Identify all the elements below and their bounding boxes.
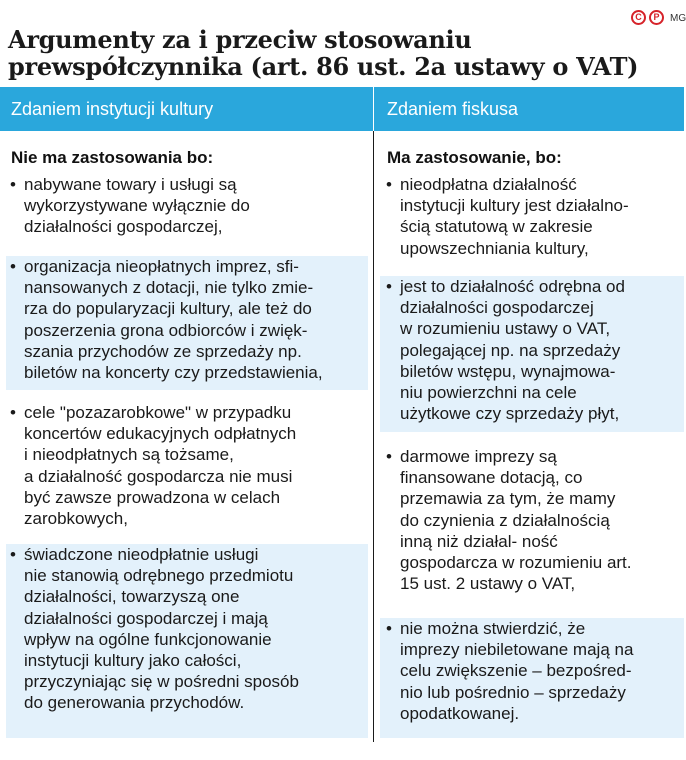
left-item: • świadczone nieodpłatnie usługi nie stanowią odrębnego przedmiotu działalności, towarzyszą one działalności gospodarczej i mają wpływ na ogólne funkcjonowanie instytucji kultury jako całości, przyczyniając się w pośredni sposób do generowania przychodów.	[6, 544, 368, 738]
source-label: MG	[670, 13, 686, 24]
right-item: • nie można stwierdzić, że imprezy niebiletowane mają na celu zwiększenie – bezpośred- nio lub pośrednio – sprzedaży opodatkowanej.	[380, 618, 684, 738]
copyright-p-icon: P	[649, 10, 664, 25]
right-item: • nieodpłatna działalność instytucji kultury jest działalno- ścią statutową w zakresie upowszechniania kultury,	[380, 174, 684, 266]
left-item: • nabywane towary i usługi są wykorzystywane wyłącznie do działalności gospodarczej,	[6, 174, 368, 242]
left-item: • organizacja nieopłatnych imprez, sfi- nansowanych z dotacji, nie tylko zmie- rza do popularyzacji kultury, ale też do poszerzenia grona odbiorców i zwięk- szania przychodów ze sprzedaży np. biletów na koncerty czy przedstawienia,	[6, 256, 368, 390]
header-divider	[373, 87, 374, 131]
page-title: Argumenty za i przeciw stosowaniu prewspółczynnika (art. 86 ust. 2a ustawy o VAT)	[8, 25, 639, 81]
header-tax-authority: Zdaniem fiskusa	[387, 99, 519, 119]
column-divider	[373, 87, 374, 742]
right-subheading: Ma zastosowanie, bo:	[387, 148, 562, 167]
table-header	[0, 87, 684, 131]
right-item: • jest to działalność odrębna od działalności gospodarczej w rozumieniu ustawy o VAT, polegającej np. na sprzedaży biletów wstępu, wynajmowa- niu powierzchni na cele użytkowe czy sprzedaży płyt,	[380, 276, 684, 432]
header-institutions: Zdaniem instytucji kultury	[11, 99, 214, 119]
left-subheading: Nie ma zastosowania bo:	[11, 148, 214, 167]
left-item: • cele "pozazarobkowe" w przypadku koncertów edukacyjnych odpłatnych i nieodpłatnych są tożsame, a działalność gospodarcza nie musi być zawsze prowadzona w celach zarobkowych,	[6, 402, 368, 535]
publisher-logo	[631, 10, 664, 25]
right-item: • darmowe imprezy są finansowane dotacją, co przemawia za tym, że mamy do czynienia z działalnością inną niż działal- ność gospodarcza w rozumieniu art. 15 ust. 2 ustawy o VAT,	[380, 446, 684, 610]
copyright-c-icon: C	[631, 10, 646, 25]
